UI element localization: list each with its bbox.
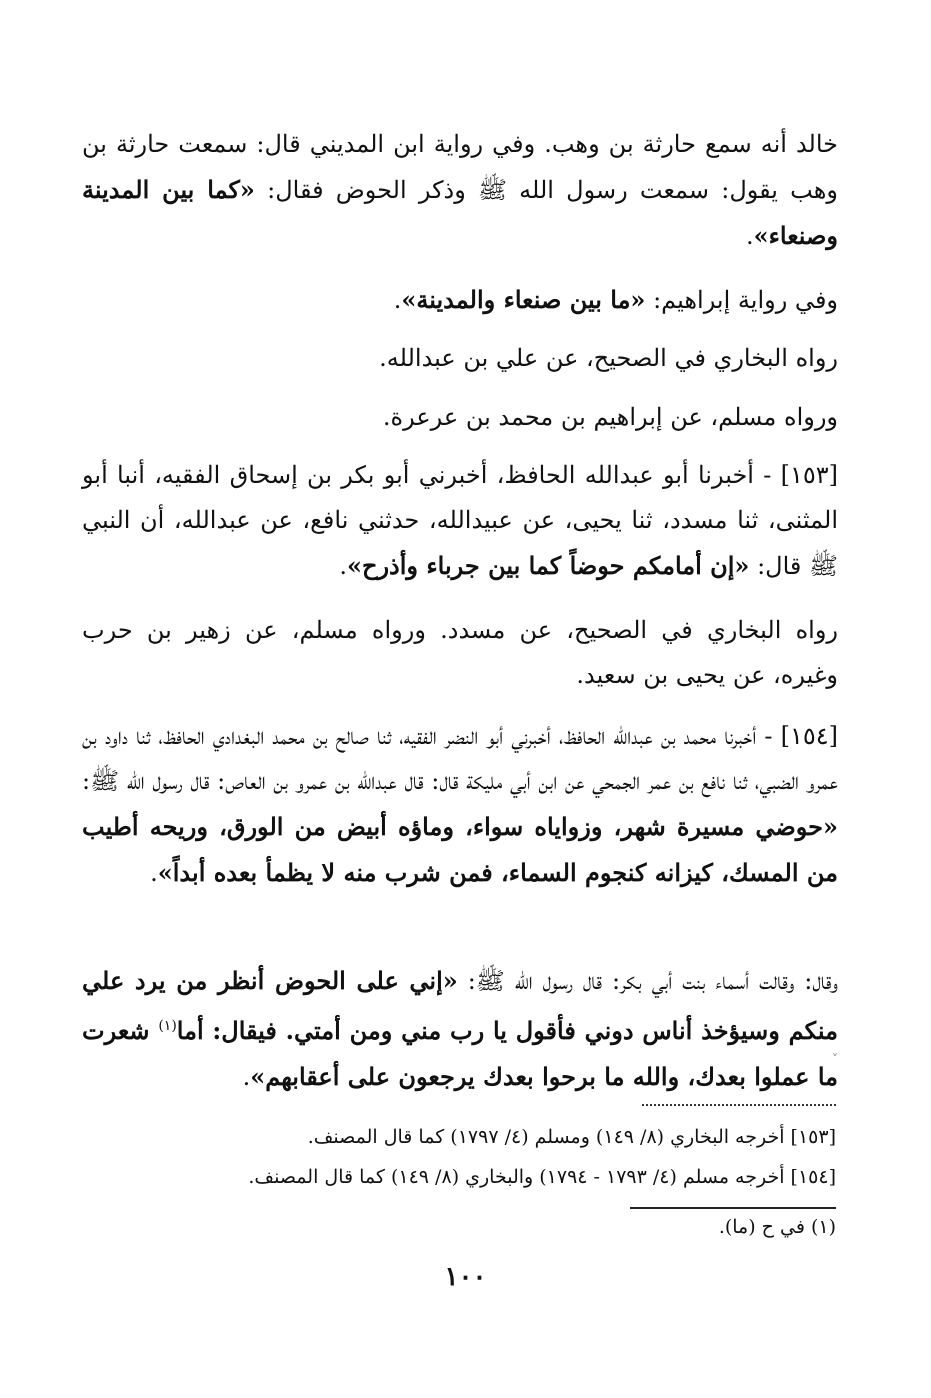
paragraph-1-quote: «كما بين المدينة وصنعاء» <box>82 175 838 250</box>
footnote-marker: (١) <box>158 1018 177 1034</box>
paragraph-7-text: [١٥٤] - أخبرنا محمد بن عبدالله الحافظ، أخبرني أبو النضر الفقيه، ثنا صالح بن محمد البغدادي الحافظ، ثنا داود بن عمرو الضبي، ثنا نافع بن عمر الجمحي عن ابن أبي مليكة قال: قال عبدالله بن عمرو بن العاص: قال رسول الله ﷺ: <box>82 722 838 795</box>
paragraph-4: ورواه مسلم، عن إبراهيم بن محمد بن عرعرة. <box>382 403 838 431</box>
paragraph-6: رواه البخاري في الصحيح، عن مسدد. ورواه مسلم، عن زهير بن حرب وغيره، عن يحيى بن سعيد. <box>82 616 838 689</box>
paragraph-5-quote: «إن أمامكم حوضاً كما بين جرباء وأذرح» <box>346 551 750 580</box>
paragraph-3: رواه البخاري في الصحيح، عن علي بن عبدالله. <box>379 344 838 372</box>
footnote-153: [١٥٣] أخرجه البخاري (٨/ ١٤٩) ومسلم (٤/ ١٧٩٧) كما قال المصنف. <box>307 1126 836 1148</box>
paragraph-8-text: وقال: وقالت أسماء بنت أبي بكر: قال رسول الله ﷺ: <box>457 967 838 995</box>
footnote-1: (١) في ح (ما). <box>718 1216 836 1238</box>
footnote-154: [١٥٤] أخرجه مسلم (٤/ ١٧٩٣ - ١٧٩٤) والبخاري (٨/ ١٤٩) كما قال المصنف. <box>248 1166 836 1188</box>
paragraph-5 <box>82 453 838 589</box>
paragraph-8 <box>82 958 838 1100</box>
paragraph-7 <box>82 714 838 896</box>
paragraph-5-end: . <box>339 552 347 580</box>
paragraph-8-quote: «إني على الحوض أنظر من يرد علي منكم وسيؤخذ أناس دوني فأقول يا رب مني ومن أمتي. فيقال: أما <box>82 966 838 1045</box>
paragraph-2 <box>82 277 838 323</box>
paragraph-2-text: وفي رواية إبراهيم: <box>645 286 838 314</box>
paragraph-7-end: . <box>150 859 158 887</box>
page-number: ١٠٠ <box>444 1262 487 1292</box>
footnote-separator-line <box>630 1207 836 1209</box>
paragraph-1-end: . <box>745 222 754 250</box>
paragraph-7-quote: «حوضي مسيرة شهر، وزواياه سواء، وماؤه أبيض من الورق، وريحه أطيب من المسك، كيزانه كنجوم السماء، فمن شرب منه لا يظمأ بعده أبداً» <box>82 812 838 887</box>
paragraph-8-quote-cont: شعرت ما عملوا بعدك، والله ما برحوا بعدك يرجعون على أعقابهم» <box>82 1016 838 1091</box>
paragraph-1 <box>82 122 838 259</box>
paragraph-1-text: خالد أنه سمع حارثة بن وهب. وفي رواية ابن المديني قال: سمعت حارثة بن وهب يقول: سمعت رسول الله ﷺ وذكر الحوض فقال: <box>82 130 838 204</box>
margin-mark: ˅ <box>832 1052 838 1066</box>
paragraph-8-end: . <box>242 1063 251 1091</box>
footnote-separator-dotted <box>642 1104 836 1106</box>
paragraph-2-quote: «ما بين صنعاء والمدينة» <box>401 285 646 314</box>
paragraph-2-end: . <box>393 286 402 314</box>
paragraph-5-text: [١٥٣] - أخبرنا أبو عبدالله الحافظ، أخبرني أبو بكر بن إسحاق الفقيه، أنبا أبو المثنى، ثنا مسدد، ثنا يحيى، عن عبيدالله، حدثني نافع، عن عبدالله، أن النبي ﷺ قال: <box>82 461 838 580</box>
